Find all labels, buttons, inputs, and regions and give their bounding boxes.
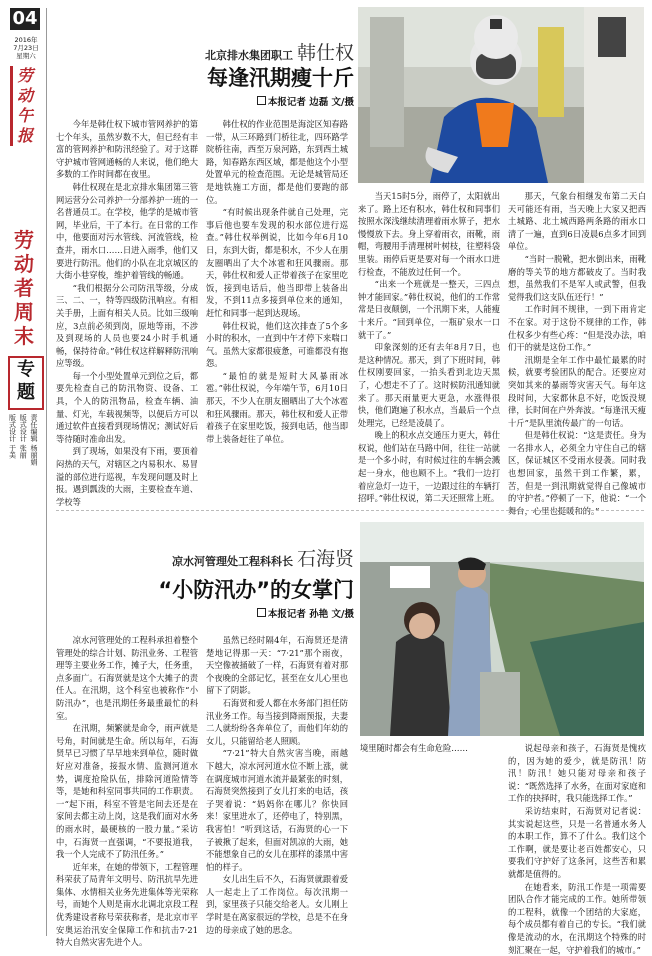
paragraph: “当时一脱靴，把水倒出来，雨靴磨的等关节的地方都破皮了。当时我想，虽然我们不是军人或武警，但我觉得我们这支队伍还行！” <box>508 253 646 302</box>
page-number: 04 <box>10 8 40 30</box>
credit-line: 责任编辑 杨丽娟 <box>29 414 38 466</box>
article1-column-4 <box>508 190 646 516</box>
article2-kicker <box>134 544 354 571</box>
article1-headline: 每逢汛期瘦十斤 <box>207 66 354 90</box>
paragraph: “我们根据分公司防汛等级，分成三、二、一，特等四级防汛响应。有相关手册，上面有相关人员。比如三级响应，3点前必须到岗，原地等雨，不涉及到现场的人员也要24小时手机通畅，保持待命。”韩仕权这样解释防汛响应等级。 <box>56 282 198 369</box>
article1-kicker <box>140 38 354 65</box>
paragraph: 说起母亲和孩子，石海贤是愧疚的，因为她的爱少，就是防汛！防汛！防汛！她只能对母亲和孩子说：“既然选择了水务，在面对家庭和工作的抉择时，我只能选择工作。” <box>508 743 646 804</box>
issue-date <box>8 36 44 60</box>
paragraph: 晚上的积水点交通压力更大，韩仕权说，他们站在马路中间，往往一站就是一个多小时，有时候过往的车辆会溅起一身水，他也顾不上。“我们一边打着应急灯一边干，一边跟过往的车辆打招呼。”韩仕权说，第二天还照常上班。 <box>358 430 500 504</box>
article2-column-2 <box>206 634 348 936</box>
section-sub: 专题 <box>8 356 44 410</box>
paragraph: “有时候出现条件就自己处理，完事后他也要车发现的积水部位进行巡查。”韩仕权举例说，比如今年6月10日，东到大街，都是积水，不少人在朋友圈晒出了大个冰雹和狂风骤雨。那天，韩仕权和爱人正带着孩子在家里吃饭，接到电话后，他当即带上装备出发，不到11点多接到单位来的通知，赶忙和同事一起到达现场。 <box>206 207 348 318</box>
paragraph: 但是韩仕权说：“这是责任。身为一名排水人，必须全力守住自己的辖区，保证城区不受雨水侵袭。同时我也想回家，虽然干到工作繁，累，苦，但是一到汛期就觉得自己像城市的守护者。”停顿了一下，他说：“一个舞台，心里也挺暖和的。” <box>508 430 646 516</box>
paragraph: 当天15时5分，雨停了，太阳就出来了。路上还有积水，韩仕权和同事们按照水深浅继续清理着雨水箅子，把水慢慢放下去。身上穿着雨衣，雨靴，雨帽，弯腰用手清理树叶树枝，往塑料袋里装。雨停后更是要对每一个雨水口进行检查，不能放过任何一个。 <box>358 191 500 277</box>
paragraph: 每一个小型处置单元到位之后，都要先检查自己的防汛物资、设备、工具，个人的防汛物品，检查车辆、油量、灯光，车载视频等，以便后方可以通过软件直接看到现场情况；测试好后等待随时准命出发。 <box>56 370 198 444</box>
article1-byline <box>200 94 354 108</box>
article1-byline-text: 本报记者 边磊 文/摄 <box>267 97 354 108</box>
paragraph: 采访结束时，石海贤对记者说：其实说起这些，只是一名普通水务人的本职工作，算不了什么。我们这个工作啊，就是要让老百姓都安心，只要我们守护好了这条河，这些苦和累就都是值得的。 <box>508 805 646 879</box>
paragraph: 韩仕权的作业范围是海淀区知春路一带，从三环路到门桥往北，四环路学院桥往南，西至万泉河路，东到西土城路，知春路东西区域，都是他这个小型处置单元的检查范围。无论是城管局还是地铁施工方面，都是他们要跑的部位。 <box>206 119 348 205</box>
paragraph: “最怕的就是短时大风暴雨冰雹。”韩仕权说，今年端午节，6月10日那天，不少人在朋友圈晒出了大个冰雹和狂风骤雨。那天，韩仕权和爱人正带着孩子在家里吃饭，接到电话，他当即带上装备赶往了单位。 <box>206 370 348 444</box>
issue-day: 7月23日 <box>13 44 39 52</box>
article-separator <box>56 510 644 512</box>
paragraph: 在她看来，防汛工作是一项需要团队合作才能完成的工作。她所带领的工程科，就像一个团结的大家庭，每个成员都有着自己的专长。“我们就像是流动的水，在汛期这个特殊的时刻汇聚在一起，守护着我们的城市。” <box>508 881 646 955</box>
paragraph: “7·21”特大自然灾害当晚，雨越下越大，凉水河河道水位不断上涨，就在调度城市河道水流并最紧张的时刻，石海贤突然接到了女儿打来的电话，孩子哭着说：“妈妈你在哪儿？你快回来！家里进水了，还停电了，特别黑，我害怕！”听到这话，石海贤的心一下子被揪了起来，但面对凯凉的大雨，她不能想象自己的女儿在那样的漆黑中害怕的样子。 <box>206 748 348 872</box>
article1-column-2 <box>206 118 348 506</box>
article1-column-3 <box>358 190 500 508</box>
paragraph: 女儿出生后不久，石海贤就跟着爱人一起走上了工作岗位。每次汛期一到，家里孩子只能交给老人。女儿刚上学时是在离家很远的学校，总是不在身边的母亲成了她的思念。 <box>206 874 348 935</box>
article2-person: 石海贤 <box>296 548 354 570</box>
sidebar-divider <box>46 8 47 936</box>
paragraph: 近年来，在她的带领下，工程管理科荣获了局青年文明号、防汛抗旱先进集体、水情相关业务先进集体等光荣称号，而她个人则是南水北调北京段工程优秀建设者称号荣获称者，是北京市平安奥运治汛安全保障工作和抗击7·21特大自然灾害先进个人。 <box>56 861 198 948</box>
paragraph: 今年是韩仕权下城市管网养护的第七个年头，虽然岁数不大，但已经有丰富的管网养护和防汛经验了。对于这群守护城市管网通畅的人来说，他们绝大多数的工作时间都在夜里。 <box>56 119 198 180</box>
issue-year: 2016年 <box>14 36 38 44</box>
credit-line: 版式设计 张丽 <box>19 414 28 459</box>
article1-column-1 <box>56 118 198 506</box>
article1-photo <box>358 7 644 183</box>
article1-person: 韩仕权 <box>296 42 354 64</box>
paragraph: 在汛期，频繁就是命令，雨声就是号角，时间就是生命。所以每年，石海贤早已习惯了早早地来到单位，随时做好应对准备，接报水情、监测河道水势，调度抢险队伍，排除河道险情等等，是她和科室同事共同的工作职责。一“起下雨，科室不管是宅间去还是在家间去都主动上岗，这是我们面对水务的雨水时，最硬核的一股力量。”采访中，石海贤一直强调，“不要报道我，我一个人完成不了防汛任务。” <box>56 723 198 860</box>
logo-char: 动 <box>17 86 34 105</box>
editor-credits <box>8 414 44 477</box>
section-name: 劳动者周末 <box>14 228 34 348</box>
article2-byline <box>200 606 354 620</box>
paragraph: 韩仕权说，他们这次排查了5个多小时的积水，一直到中午才停下来喘口气。虽然大家都很疲惫，可谁都没有抱怨。 <box>206 320 348 369</box>
article2-caption: 境里随时都会有生命危险…… <box>360 743 468 753</box>
paragraph: 虽然已经时隔4年，石海贤还是清楚地记得那一天：“7·21”那个雨夜，天空像被捅破了一样，石海贤有着对那个夜晚的全部记忆，甚至在女儿心里也留下了阴影。 <box>206 635 348 696</box>
paragraph: 到了现场，如果没有下雨，要顶着闷热的天气，对辖区之内易积水、易冒溢的部位进行巡视，车发现问题及时上报。遇到瓢泼的大雨，主要检查车道、学校等 <box>56 446 198 507</box>
article1-kicker-text: 北京排水集团职工 <box>204 49 293 62</box>
article2-headline: “小防汛办”的女掌门 <box>158 578 354 602</box>
article2-column-1 <box>56 634 198 948</box>
paragraph: 凉水河管理处的工程科承担着整个管理处的综合计划、防汛业务、工程管理等主要业务工作，摊子大，任务重，点多面广。石海贤就是这个大摊子的责任人。在汛期，这个科室也被称作“小防汛办”，也是汛期任务最重最忙的科室。 <box>56 635 198 721</box>
article2-byline-text: 本报记者 孙艳 文/摄 <box>267 609 354 620</box>
newspaper-logo <box>10 66 43 146</box>
credit-line: 版式设计 于美 <box>8 414 17 459</box>
article2-photo <box>360 522 644 736</box>
logo-char: 午 <box>17 106 34 125</box>
logo-char: 报 <box>17 126 34 145</box>
paragraph: 印象深刻的还有去年8月7日，也是这种情况。那天，到了下班时间，韩仕权刚要回家，一抬头看到北边天黑了，心想走不了了。这时候防汛通知就来了。那天雨量更大更急，水涨得很快，他们跑遍了积水点，当最后一个点处理完，已经是凌晨了。 <box>358 342 500 428</box>
paragraph: 汛期是全年工作中最忙最累的时候，就要考验团队的配合。还要应对突如其来的暴雨等灾害天气。每年这段时间，大家都休息不好，吃饭没规律，长时间在户外奔波。“每逢汛天瘦十斤”是队里流传最广的一句话。 <box>508 354 646 428</box>
paragraph: 韩仕权现在是北京排水集团第三管网运营分公司养护一分部养护一班的一名普通员工。在学校，他学的是城市管网，毕业后，干了本行。在日常的工作中，他要面对污水管线、河流管线，检查井，雨水口……日进入雨季，他们又要进行防汛。他们的小队在北京城区的大街小巷穿梭，维护着管线的畅通。 <box>56 181 198 281</box>
paragraph: 石海贤和爱人都在水务部门担任防汛业务工作。每当接到降雨预报，夫妻二人就纷纷各奔单位了，而他们年幼的女儿，只能留给老人照顾。 <box>206 697 348 746</box>
article2-kicker-text: 凉水河管理处工程科科长 <box>171 555 293 568</box>
article2-column-3 <box>508 742 646 955</box>
logo-char: 劳 <box>17 66 34 85</box>
issue-weekday: 星期六 <box>16 52 36 60</box>
paragraph: “出来一个班就是一整天，三四点钟才能回家。”韩仕权说，他们的工作常常是日夜颠倒，一个汛期下来，人能瘦十来斤。“回到单位，一瓶矿泉水一口就干了。” <box>358 279 500 340</box>
paragraph: 工作时间不规律，一到下雨肯定不在家。对于这份不规律的工作，韩仕权多少有些心疼：“但是没办法，咱们干的就是这份工作。” <box>508 304 646 353</box>
paragraph: 那天，气象台相继发布第二天白天可能还有雨，当天晚上大家又把西土城路、北土城西路两条路的雨水口清了一遍，直到6日凌晨6点多才回到单位。 <box>508 191 646 252</box>
